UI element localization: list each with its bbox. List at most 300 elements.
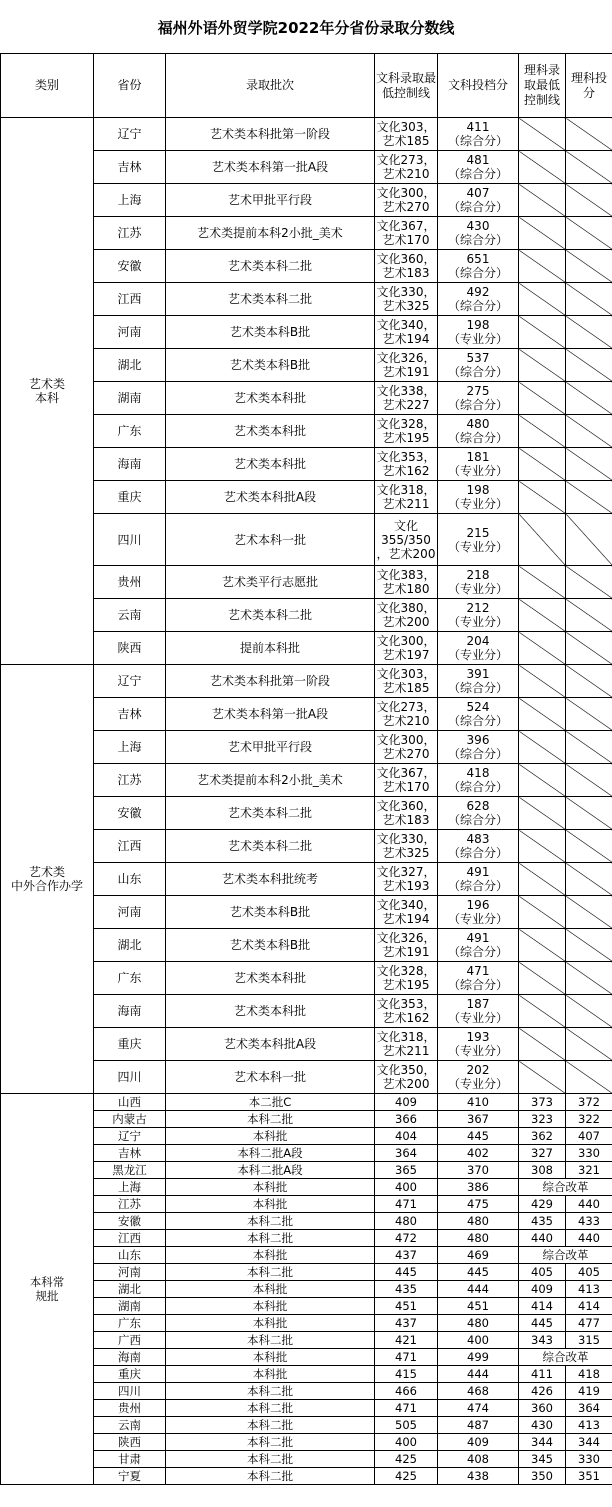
batch-cell: 本二批C: [166, 1094, 375, 1111]
province-cell: 湖北: [94, 349, 166, 382]
batch-cell: 本科批: [166, 1281, 375, 1298]
batch-cell: 本科二批: [166, 1213, 375, 1230]
batch-cell: 艺术类本科批: [166, 995, 375, 1028]
arts-score-cell: 410: [438, 1094, 519, 1111]
header-row: [1, 54, 612, 118]
batch-cell: 艺术类本科二批: [166, 283, 375, 316]
sci-score-cell: 364: [566, 1400, 612, 1417]
sci-min-line-empty-cell: [519, 151, 566, 184]
province-cell: 湖北: [94, 1281, 166, 1298]
arts-min-line-cell: 文化353， 艺术162: [375, 995, 438, 1028]
sci-score-empty-cell: [566, 863, 612, 896]
sci-min-line-empty-cell: [519, 797, 566, 830]
sci-score-cell: 405: [566, 1264, 612, 1281]
arts-min-line-cell: 409: [375, 1094, 438, 1111]
arts-score-cell: 202 （专业分）: [438, 1061, 519, 1094]
sci-min-line-empty-cell: [519, 1028, 566, 1061]
arts-score-cell: 480: [438, 1230, 519, 1247]
sci-min-line-cell: 362: [519, 1128, 566, 1145]
sci-min-line-cell: 430: [519, 1417, 566, 1434]
arts-min-line-cell: 471: [375, 1400, 438, 1417]
batch-cell: 本科二批: [166, 1400, 375, 1417]
province-cell: 重庆: [94, 1028, 166, 1061]
arts-min-line-cell: 文化380， 艺术200: [375, 599, 438, 632]
sci-score-cell: 440: [566, 1230, 612, 1247]
sci-min-line-empty-cell: [519, 184, 566, 217]
arts-min-line-cell: 404: [375, 1128, 438, 1145]
sci-min-line-empty-cell: [519, 514, 566, 566]
sci-score-cell: 407: [566, 1128, 612, 1145]
sci-score-empty-cell: [566, 830, 612, 863]
arts-min-line-cell: 文化338， 艺术227: [375, 382, 438, 415]
sci-min-line-empty-cell: [519, 349, 566, 382]
sci-min-line-cell: 345: [519, 1451, 566, 1468]
batch-cell: 提前本科批: [166, 632, 375, 665]
arts-score-cell: 391 （综合分）: [438, 665, 519, 698]
arts-min-line-cell: 421: [375, 1332, 438, 1349]
arts-min-line-cell: 471: [375, 1196, 438, 1213]
province-cell: 广东: [94, 415, 166, 448]
sci-min-line-cell: 440: [519, 1230, 566, 1247]
table-row: [1, 1094, 612, 1111]
arts-score-cell: 198 （专业分）: [438, 316, 519, 349]
sci-score-empty-cell: [566, 797, 612, 830]
batch-cell: 艺术类本科二批: [166, 599, 375, 632]
batch-cell: 艺术类本科批第一阶段: [166, 118, 375, 151]
batch-cell: 本科二批: [166, 1468, 375, 1485]
sci-score-cell: 322: [566, 1111, 612, 1128]
arts-score-cell: 444: [438, 1366, 519, 1383]
batch-cell: 艺术甲批平行段: [166, 731, 375, 764]
arts-min-line-cell: 文化318， 艺术211: [375, 481, 438, 514]
arts-score-cell: 400: [438, 1332, 519, 1349]
arts-min-line-cell: 400: [375, 1179, 438, 1196]
arts-min-line-cell: 文化367， 艺术170: [375, 764, 438, 797]
arts-score-cell: 483 （综合分）: [438, 830, 519, 863]
sci-min-line-cell: 360: [519, 1400, 566, 1417]
sci-min-line-empty-cell: [519, 665, 566, 698]
province-cell: 四川: [94, 514, 166, 566]
sci-min-line-empty-cell: [519, 217, 566, 250]
sci-score-empty-cell: [566, 448, 612, 481]
batch-cell: 艺术类本科批统考: [166, 863, 375, 896]
arts-score-cell: 468: [438, 1383, 519, 1400]
province-cell: 内蒙古: [94, 1111, 166, 1128]
province-cell: 山西: [94, 1094, 166, 1111]
province-cell: 广西: [94, 1332, 166, 1349]
sci-score-empty-cell: [566, 151, 612, 184]
arts-score-cell: 474: [438, 1400, 519, 1417]
sci-score-empty-cell: [566, 283, 612, 316]
arts-min-line-cell: 文化383， 艺术180: [375, 566, 438, 599]
arts-score-cell: 215 （专业分）: [438, 514, 519, 566]
province-cell: 江苏: [94, 217, 166, 250]
arts-min-line-cell: 文化 355/350 ，艺术200: [375, 514, 438, 566]
header-arts-score: 文科投档分: [438, 54, 519, 118]
arts-score-cell: 187 （专业分）: [438, 995, 519, 1028]
batch-cell: 艺术甲批平行段: [166, 184, 375, 217]
batch-cell: 艺术类本科B批: [166, 349, 375, 382]
sci-min-line-empty-cell: [519, 566, 566, 599]
sci-min-line-cell: 426: [519, 1383, 566, 1400]
province-cell: 山东: [94, 1247, 166, 1264]
province-cell: 贵州: [94, 566, 166, 599]
sci-score-empty-cell: [566, 481, 612, 514]
arts-min-line-cell: 文化330， 艺术325: [375, 283, 438, 316]
sci-score-empty-cell: [566, 632, 612, 665]
province-cell: 河南: [94, 316, 166, 349]
batch-cell: 本科二批A段: [166, 1162, 375, 1179]
arts-score-cell: 445: [438, 1128, 519, 1145]
arts-score-cell: 193 （专业分）: [438, 1028, 519, 1061]
sci-min-line-empty-cell: [519, 830, 566, 863]
sci-score-empty-cell: [566, 184, 612, 217]
arts-min-line-cell: 400: [375, 1434, 438, 1451]
province-cell: 宁夏: [94, 1468, 166, 1485]
arts-score-cell: 471 （综合分）: [438, 962, 519, 995]
province-cell: 海南: [94, 1349, 166, 1366]
arts-score-cell: 408: [438, 1451, 519, 1468]
arts-score-cell: 492 （综合分）: [438, 283, 519, 316]
province-cell: 四川: [94, 1061, 166, 1094]
province-cell: 上海: [94, 1179, 166, 1196]
arts-score-cell: 367: [438, 1111, 519, 1128]
province-cell: 江西: [94, 830, 166, 863]
sci-score-cell: 321: [566, 1162, 612, 1179]
arts-min-line-cell: 文化328， 艺术195: [375, 962, 438, 995]
sci-min-line-cell: 373: [519, 1094, 566, 1111]
arts-min-line-cell: 文化300， 艺术270: [375, 184, 438, 217]
batch-cell: 本科批: [166, 1128, 375, 1145]
sci-min-line-empty-cell: [519, 896, 566, 929]
province-cell: 安徽: [94, 250, 166, 283]
sci-min-line-cell: 411: [519, 1366, 566, 1383]
arts-min-line-cell: 445: [375, 1264, 438, 1281]
category-cell: 艺术类 本科: [1, 118, 94, 665]
province-cell: 上海: [94, 731, 166, 764]
sci-score-empty-cell: [566, 962, 612, 995]
batch-cell: 艺术类本科批第一阶段: [166, 665, 375, 698]
arts-min-line-cell: 文化300， 艺术197: [375, 632, 438, 665]
batch-cell: 艺术本科一批: [166, 1061, 375, 1094]
arts-min-line-cell: 文化300， 艺术270: [375, 731, 438, 764]
sci-min-line-cell: 343: [519, 1332, 566, 1349]
sci-min-line-cell: 409: [519, 1281, 566, 1298]
arts-min-line-cell: 文化360， 艺术183: [375, 250, 438, 283]
province-cell: 江西: [94, 283, 166, 316]
sci-min-line-empty-cell: [519, 764, 566, 797]
province-cell: 广东: [94, 962, 166, 995]
arts-min-line-cell: 451: [375, 1298, 438, 1315]
sci-score-empty-cell: [566, 250, 612, 283]
arts-min-line-cell: 466: [375, 1383, 438, 1400]
arts-min-line-cell: 文化326， 艺术191: [375, 929, 438, 962]
batch-cell: 本科二批: [166, 1383, 375, 1400]
sci-score-empty-cell: [566, 599, 612, 632]
province-cell: 江苏: [94, 764, 166, 797]
batch-cell: 艺术类平行志愿批: [166, 566, 375, 599]
sci-score-empty-cell: [566, 118, 612, 151]
arts-score-cell: 386: [438, 1179, 519, 1196]
arts-score-cell: 537 （综合分）: [438, 349, 519, 382]
batch-cell: 本科二批: [166, 1434, 375, 1451]
sci-min-line-empty-cell: [519, 929, 566, 962]
province-cell: 贵州: [94, 1400, 166, 1417]
sci-min-line-empty-cell: [519, 599, 566, 632]
sci-score-cell: 413: [566, 1281, 612, 1298]
arts-score-cell: 444: [438, 1281, 519, 1298]
batch-cell: 艺术类本科批A段: [166, 481, 375, 514]
arts-score-cell: 402: [438, 1145, 519, 1162]
province-cell: 陕西: [94, 1434, 166, 1451]
arts-score-cell: 451: [438, 1298, 519, 1315]
sci-min-line-empty-cell: [519, 632, 566, 665]
arts-score-cell: 445: [438, 1264, 519, 1281]
arts-score-cell: 491 （综合分）: [438, 863, 519, 896]
province-cell: 江西: [94, 1230, 166, 1247]
arts-score-cell: 275 （综合分）: [438, 382, 519, 415]
batch-cell: 艺术类本科二批: [166, 830, 375, 863]
header-category: 类别: [1, 54, 94, 118]
sci-score-empty-cell: [566, 316, 612, 349]
province-cell: 吉林: [94, 698, 166, 731]
province-cell: 江苏: [94, 1196, 166, 1213]
table-row: [1, 118, 612, 151]
sci-min-line-empty-cell: [519, 731, 566, 764]
arts-score-cell: 418 （综合分）: [438, 764, 519, 797]
header-province: 省份: [94, 54, 166, 118]
sci-score-empty-cell: [566, 929, 612, 962]
sci-min-line-empty-cell: [519, 448, 566, 481]
arts-min-line-cell: 文化326， 艺术191: [375, 349, 438, 382]
province-cell: 湖北: [94, 929, 166, 962]
sci-score-empty-cell: [566, 1028, 612, 1061]
province-cell: 河南: [94, 896, 166, 929]
arts-min-line-cell: 437: [375, 1247, 438, 1264]
province-cell: 辽宁: [94, 665, 166, 698]
sci-min-line-cell: 435: [519, 1213, 566, 1230]
province-cell: 重庆: [94, 1366, 166, 1383]
sci-score-empty-cell: [566, 566, 612, 599]
arts-score-cell: 651 （综合分）: [438, 250, 519, 283]
sci-score-empty-cell: [566, 665, 612, 698]
arts-score-cell: 409: [438, 1434, 519, 1451]
page-title: 福州外语外贸学院2022年分省份录取分数线: [157, 18, 455, 37]
batch-cell: 艺术类本科批: [166, 382, 375, 415]
sci-min-line-cell: 344: [519, 1434, 566, 1451]
sci-min-line-empty-cell: [519, 250, 566, 283]
batch-cell: 本科二批: [166, 1451, 375, 1468]
arts-min-line-cell: 415: [375, 1366, 438, 1383]
arts-min-line-cell: 文化273， 艺术210: [375, 151, 438, 184]
batch-cell: 本科二批: [166, 1332, 375, 1349]
province-cell: 黑龙江: [94, 1162, 166, 1179]
province-cell: 甘肃: [94, 1451, 166, 1468]
arts-score-cell: 407 （综合分）: [438, 184, 519, 217]
sci-score-empty-cell: [566, 217, 612, 250]
reform-note-cell: 综合改革: [519, 1349, 612, 1366]
sci-min-line-cell: 350: [519, 1468, 566, 1485]
sci-min-line-empty-cell: [519, 382, 566, 415]
sci-min-line-empty-cell: [519, 863, 566, 896]
batch-cell: 艺术类提前本科2小批_美术: [166, 217, 375, 250]
province-cell: 海南: [94, 448, 166, 481]
arts-min-line-cell: 437: [375, 1315, 438, 1332]
arts-min-line-cell: 366: [375, 1111, 438, 1128]
arts-min-line-cell: 文化328， 艺术195: [375, 415, 438, 448]
arts-min-line-cell: 文化318， 艺术211: [375, 1028, 438, 1061]
arts-score-cell: 499: [438, 1349, 519, 1366]
province-cell: 湖南: [94, 382, 166, 415]
category-cell: 本科常 规批: [1, 1094, 94, 1485]
batch-cell: 艺术类本科B批: [166, 316, 375, 349]
province-cell: 辽宁: [94, 118, 166, 151]
table-row: [1, 665, 612, 698]
batch-cell: 艺术类提前本科2小批_美术: [166, 764, 375, 797]
sci-score-cell: 413: [566, 1417, 612, 1434]
arts-score-cell: 438: [438, 1468, 519, 1485]
arts-min-line-cell: 文化330， 艺术325: [375, 830, 438, 863]
arts-min-line-cell: 472: [375, 1230, 438, 1247]
sci-min-line-empty-cell: [519, 962, 566, 995]
sci-score-cell: 477: [566, 1315, 612, 1332]
arts-min-line-cell: 文化350， 艺术200: [375, 1061, 438, 1094]
arts-score-cell: 480: [438, 1315, 519, 1332]
batch-cell: 本科二批: [166, 1230, 375, 1247]
sci-score-empty-cell: [566, 349, 612, 382]
arts-score-cell: 480: [438, 1213, 519, 1230]
sci-min-line-empty-cell: [519, 283, 566, 316]
sci-score-cell: 419: [566, 1383, 612, 1400]
arts-score-cell: 218 （专业分）: [438, 566, 519, 599]
sci-score-cell: 433: [566, 1213, 612, 1230]
sci-score-empty-cell: [566, 415, 612, 448]
arts-score-cell: 475: [438, 1196, 519, 1213]
arts-score-cell: 212 （专业分）: [438, 599, 519, 632]
province-cell: 云南: [94, 1417, 166, 1434]
arts-min-line-cell: 480: [375, 1213, 438, 1230]
sci-score-empty-cell: [566, 1061, 612, 1094]
sci-min-line-cell: 323: [519, 1111, 566, 1128]
sci-score-cell: 372: [566, 1094, 612, 1111]
province-cell: 云南: [94, 599, 166, 632]
sci-min-line-cell: 445: [519, 1315, 566, 1332]
province-cell: 安徽: [94, 797, 166, 830]
arts-score-cell: 481 （综合分）: [438, 151, 519, 184]
batch-cell: 本科二批: [166, 1417, 375, 1434]
sci-min-line-empty-cell: [519, 415, 566, 448]
arts-score-cell: 628 （综合分）: [438, 797, 519, 830]
arts-min-line-cell: 365: [375, 1162, 438, 1179]
admission-score-table: [0, 53, 612, 1485]
arts-score-cell: 396 （综合分）: [438, 731, 519, 764]
arts-score-cell: 487: [438, 1417, 519, 1434]
sci-score-cell: 330: [566, 1145, 612, 1162]
batch-cell: 艺术类本科B批: [166, 896, 375, 929]
arts-min-line-cell: 文化340， 艺术194: [375, 896, 438, 929]
batch-cell: 本科批: [166, 1315, 375, 1332]
sci-score-empty-cell: [566, 514, 612, 566]
sci-score-empty-cell: [566, 896, 612, 929]
sci-score-cell: 351: [566, 1468, 612, 1485]
province-cell: 四川: [94, 1383, 166, 1400]
arts-score-cell: 469: [438, 1247, 519, 1264]
arts-score-cell: 198 （专业分）: [438, 481, 519, 514]
arts-score-cell: 196 （专业分）: [438, 896, 519, 929]
sci-min-line-empty-cell: [519, 1061, 566, 1094]
province-cell: 广东: [94, 1315, 166, 1332]
batch-cell: 本科批: [166, 1298, 375, 1315]
batch-cell: 艺术类本科第一批A段: [166, 151, 375, 184]
batch-cell: 本科批: [166, 1247, 375, 1264]
header-arts-min-line: 文科录取最低控制线: [375, 54, 438, 118]
batch-cell: 本科批: [166, 1349, 375, 1366]
province-cell: 上海: [94, 184, 166, 217]
arts-min-line-cell: 文化340， 艺术194: [375, 316, 438, 349]
table-body: [1, 118, 612, 1485]
sci-score-cell: 440: [566, 1196, 612, 1213]
batch-cell: 本科二批A段: [166, 1145, 375, 1162]
batch-cell: 艺术类本科批: [166, 962, 375, 995]
arts-score-cell: 411 （综合分）: [438, 118, 519, 151]
header-sci-min-line: 理科录取最低控制线: [519, 54, 566, 118]
arts-min-line-cell: 文化367， 艺术170: [375, 217, 438, 250]
arts-score-cell: 430 （综合分）: [438, 217, 519, 250]
arts-min-line-cell: 文化360， 艺术183: [375, 797, 438, 830]
sci-score-empty-cell: [566, 995, 612, 1028]
arts-min-line-cell: 471: [375, 1349, 438, 1366]
header-batch: 录取批次: [166, 54, 375, 118]
arts-score-cell: 204 （专业分）: [438, 632, 519, 665]
arts-min-line-cell: 文化327， 艺术193: [375, 863, 438, 896]
category-cell: 艺术类 中外合作办学: [1, 665, 94, 1094]
sci-score-cell: 418: [566, 1366, 612, 1383]
batch-cell: 艺术类本科批: [166, 448, 375, 481]
arts-score-cell: 524 （综合分）: [438, 698, 519, 731]
batch-cell: 本科批: [166, 1196, 375, 1213]
sci-score-empty-cell: [566, 731, 612, 764]
arts-score-cell: 181 （专业分）: [438, 448, 519, 481]
sci-min-line-cell: 308: [519, 1162, 566, 1179]
sci-min-line-empty-cell: [519, 316, 566, 349]
sci-min-line-cell: 405: [519, 1264, 566, 1281]
arts-min-line-cell: 425: [375, 1451, 438, 1468]
sci-min-line-empty-cell: [519, 698, 566, 731]
province-cell: 吉林: [94, 1145, 166, 1162]
batch-cell: 本科二批: [166, 1111, 375, 1128]
province-cell: 吉林: [94, 151, 166, 184]
arts-min-line-cell: 425: [375, 1468, 438, 1485]
batch-cell: 艺术类本科第一批A段: [166, 698, 375, 731]
sci-score-cell: 330: [566, 1451, 612, 1468]
province-cell: 湖南: [94, 1298, 166, 1315]
sci-score-cell: 344: [566, 1434, 612, 1451]
arts-min-line-cell: 文化353， 艺术162: [375, 448, 438, 481]
province-cell: 重庆: [94, 481, 166, 514]
batch-cell: 本科批: [166, 1366, 375, 1383]
province-cell: 陕西: [94, 632, 166, 665]
sci-min-line-empty-cell: [519, 995, 566, 1028]
sci-score-empty-cell: [566, 382, 612, 415]
header-sci-score: 理科投分: [566, 54, 612, 118]
reform-note-cell: 综合改革: [519, 1179, 612, 1196]
batch-cell: 本科批: [166, 1179, 375, 1196]
province-cell: 海南: [94, 995, 166, 1028]
arts-min-line-cell: 505: [375, 1417, 438, 1434]
sci-min-line-cell: 327: [519, 1145, 566, 1162]
sci-min-line-cell: 429: [519, 1196, 566, 1213]
province-cell: 河南: [94, 1264, 166, 1281]
